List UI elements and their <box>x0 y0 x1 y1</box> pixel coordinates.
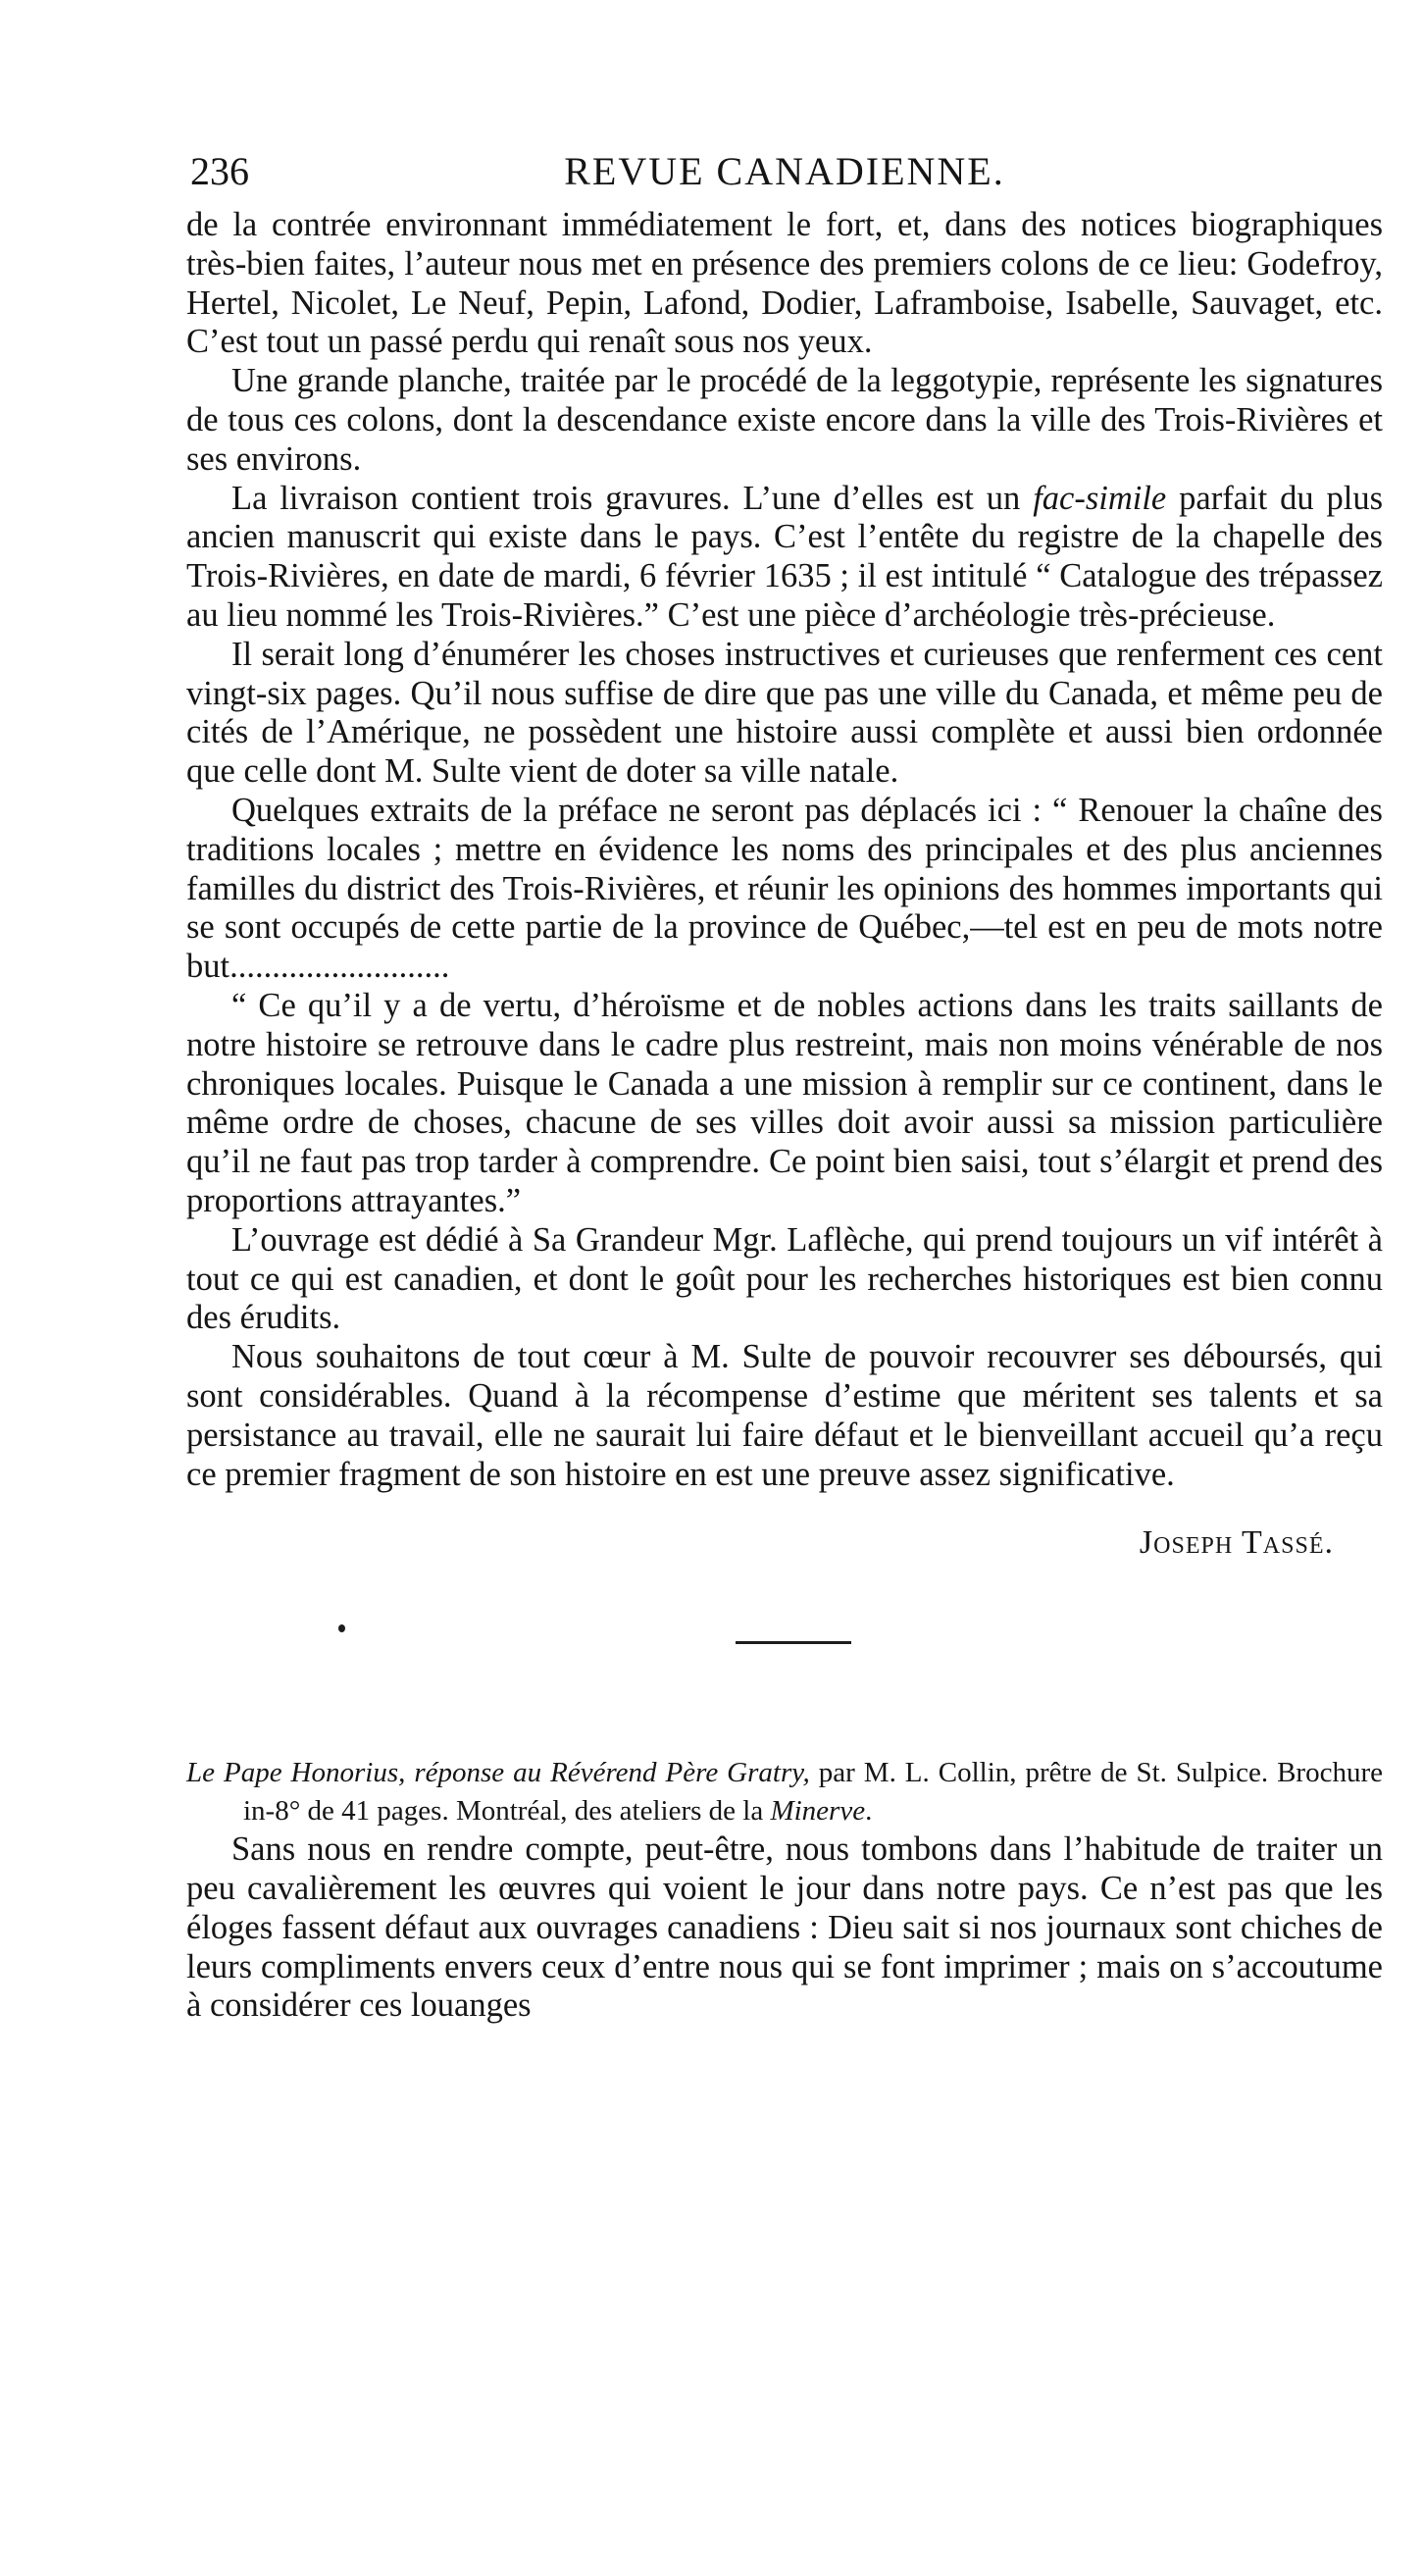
review-details: par M. L. Collin, prêtre de St. Sulpice. Brochure in-8° de 41 pages. Montréal, des ateliers de la <box>243 1757 1383 1828</box>
review-heading-end: . <box>865 1795 873 1828</box>
paragraph-wishes: Nous souhaitons de tout cœur à M. Sulte de pouvoir recouvrer ses déboursés, qui sont considérables. Quand à la récompense d’estime que méritent ses talents et sa persistance au travail, elle ne saurait lui faire défaut et le bienveillant accueil qu’a reçu ce premier fragment de son histoire en est une preuve assez significative. <box>186 1338 1383 1493</box>
running-head <box>186 137 1383 206</box>
paragraph-colonists: de la contrée environnant immédiatement le fort, et, dans des notices biographiques très-bien faites, l’auteur nous met en présence des premiers colons de ce lieu: Godefroy, Hertel, Nicolet, Le Neuf, Pepin, Lafond, Dodier, Laframboise, Isabelle, Sauvaget, etc. C’est tout un passé perdu qui renaît sous nos yeux. <box>186 206 1383 361</box>
section-separator <box>186 1563 1383 1671</box>
engravings-text-end: parfait du plus ancien manuscrit qui existe dans le pays. C’est l’entête du registre de la chapelle des Trois-Rivières, en date de mardi, 6 février 1635 ; il est intitulé “ Catalogue des trépassez au lieu nommé les Trois-Rivières.” C’est une pièce d’archéologie très-précieuse. <box>186 479 1383 634</box>
paragraph-preface-quote: Quelques extraits de la préface ne seront pas déplacés ici : “ Renouer la chaîne des traditions locales ; mettre en évidence les noms des principales et des plus anciennes familles du district des Trois-Rivières, et réunir les opinions des hommes importants qui se sont occupés de cette partie de la province de Québec,—tel est en peu de mots notre but.......................... <box>186 791 1383 986</box>
fac-simile-term: fac-simile <box>1033 479 1167 517</box>
paragraph-history-pages: Il serait long d’énumérer les choses instructives et curieuses que renferment ces cent vingt-six pages. Qu’il nous suffise de dire que pas une ville du Canada, et même peu de cités de l’Amérique, ne possèdent une histoire aussi complète et aussi bien ordonnée que celle dont M. Sulte vient de doter sa ville natale. <box>186 635 1383 791</box>
journal-title: REVUE CANADIENNE. <box>564 149 1005 193</box>
review-heading <box>186 1754 1383 1830</box>
separator-rule <box>736 1641 851 1644</box>
book-page <box>186 137 1383 2026</box>
page-number: 236 <box>190 149 249 193</box>
review-title: Le Pape Honorius, réponse au Révérend Père Gratry, <box>186 1757 810 1789</box>
engravings-text-start: La livraison contient trois gravures. L’une d’elles est un <box>231 479 1034 517</box>
ink-dot <box>338 1624 345 1632</box>
article-body <box>186 206 1383 2026</box>
paragraph-signatures-plate: Une grande planche, traitée par le procédé de la leggotypie, représente les signatures de tous ces colons, dont la descendance existe encore dans la ville des Trois-Rivières et ses environs. <box>186 362 1383 478</box>
paragraph-virtue-quote: “ Ce qu’il y a de vertu, d’héroïsme et de nobles actions dans les traits saillants de notre histoire se retrouve dans le cadre plus restreint, mais non moins vénérable de nos chroniques locales. Puisque le Canada a une mission à remplir sur ce continent, dans le même ordre de choses, chacune de ses villes doit avoir aussi sa mission particulière qu’il ne faut pas trop tarder à comprendre. Ce point bien saisi, tout s’élargit et prend des proportions attrayantes.” <box>186 986 1383 1219</box>
review-paragraph: Sans nous en rendre compte, peut-être, nous tombons dans l’habitude de traiter un peu cavalièrement les œuvres qui voient le jour dans notre pays. Ce n’est pas que les éloges fassent défaut aux ouvrages canadiens : Dieu sait si nos journaux sont chiches de leurs compliments envers ceux d’entre nous qui se font imprimer ; mais on s’accoutume à considérer ces louanges <box>186 1830 1383 2025</box>
author-signature: Joseph Tassé. <box>1139 1524 1334 1562</box>
paragraph-engravings <box>186 480 1383 636</box>
paragraph-dedication: L’ouvrage est dédié à Sa Grandeur Mgr. Laflèche, qui prend toujours un vif intérêt à tout ce qui est canadien, et dont le goût pour les recherches historiques est bien connu des érudits. <box>186 1220 1383 1337</box>
review-publisher: Minerve <box>770 1795 866 1828</box>
